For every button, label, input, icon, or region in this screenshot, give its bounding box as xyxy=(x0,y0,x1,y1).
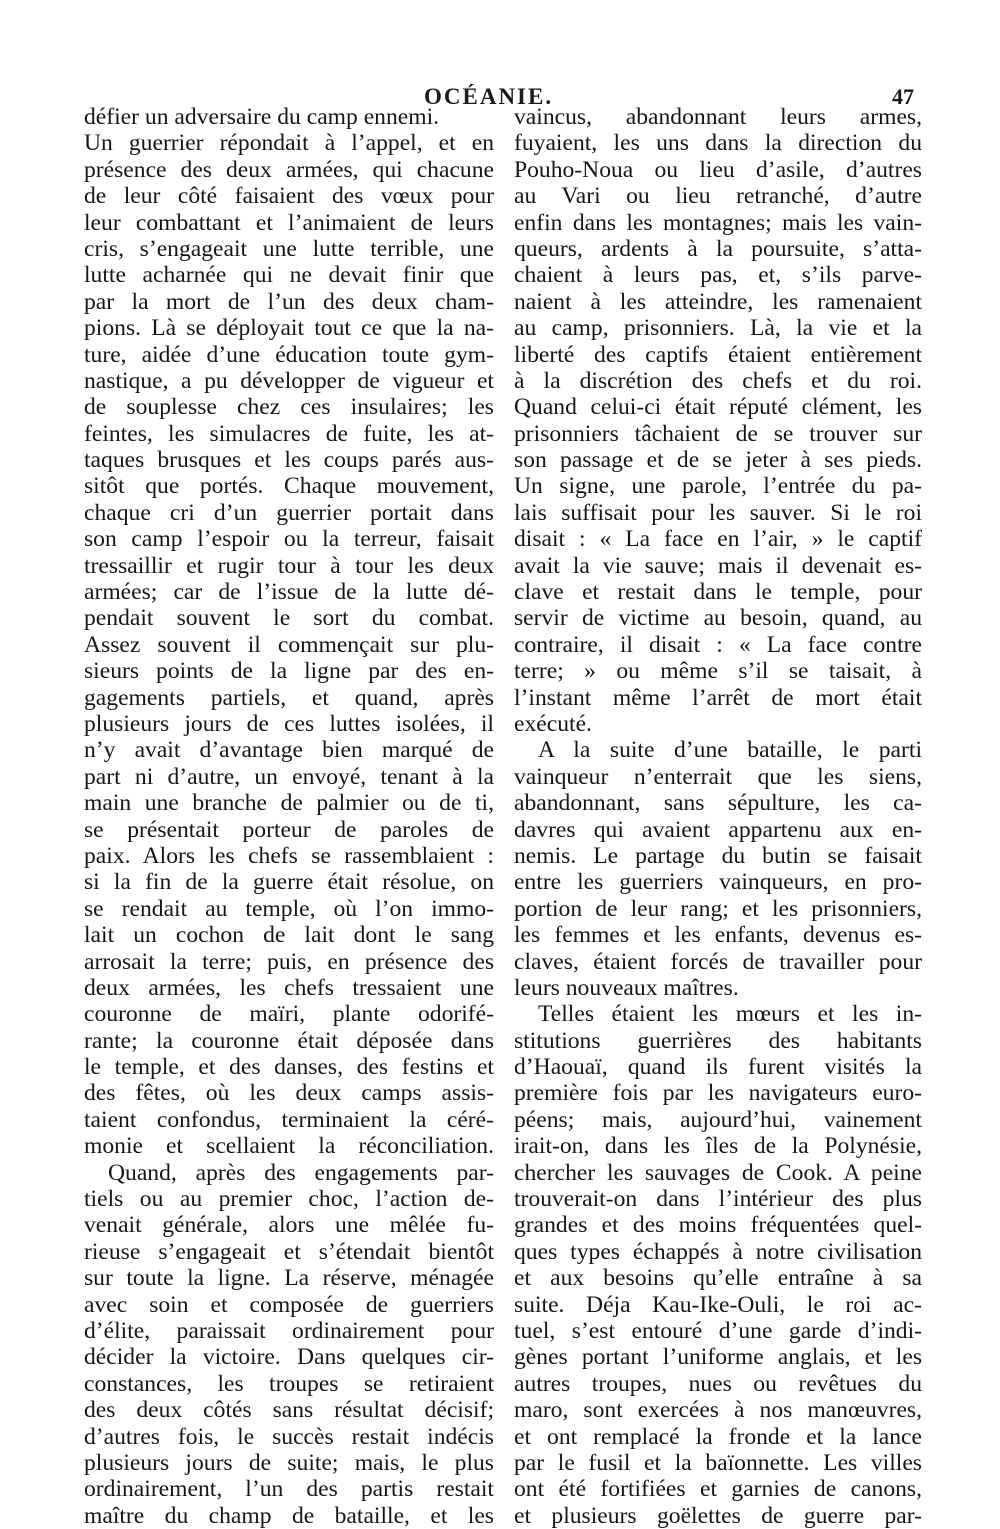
text-line: à la discrétion des chefs et du roi. xyxy=(514,367,922,394)
text-line: présence des deux armées, qui chacune xyxy=(84,156,494,183)
text-column-right xyxy=(514,104,922,1529)
text-line: grandes et des moins fréquentées quel- xyxy=(514,1212,922,1239)
text-line: son camp l’espoir ou la terreur, faisait xyxy=(84,526,494,553)
text-line: Quand, après des engagements par- xyxy=(108,1159,494,1186)
text-line: de souplesse chez ces insulaires; les xyxy=(84,394,494,421)
text-line: armées; car de l’issue de la lutte dé- xyxy=(84,579,494,606)
text-line: ture, aidée d’une éducation toute gym- xyxy=(84,341,494,368)
text-line: au Vari ou lieu retranché, d’autre xyxy=(514,183,922,210)
text-line: venait générale, alors une mêlée fu- xyxy=(84,1212,494,1239)
text-line: Assez souvent il commençait sur plu- xyxy=(84,631,494,658)
text-line: autres troupes, nues ou revêtues du xyxy=(514,1370,922,1397)
text-line: entre les guerriers vainqueurs, en pro- xyxy=(514,869,922,896)
text-line: monie et scellaient la réconciliation. xyxy=(84,1133,494,1160)
text-line: nemis. Le partage du butin se faisait xyxy=(514,842,922,869)
text-line: arrosait la terre; puis, en présence des xyxy=(84,948,494,975)
text-line: constances, les troupes se retiraient xyxy=(84,1370,494,1397)
text-line: servir de victime au besoin, quand, au xyxy=(514,605,922,632)
text-line: A la suite d’une bataille, le parti xyxy=(538,737,922,764)
text-line: naient à les atteindre, les ramenaient xyxy=(514,288,922,315)
text-line: ordinairement, l’un des partis restait xyxy=(84,1476,494,1503)
text-line: avait la vie sauve; mais il devenait es- xyxy=(514,552,922,579)
text-line: terre; » ou même s’il se taisait, à xyxy=(514,658,922,685)
text-line: nastique, a pu développer de vigueur et xyxy=(84,367,494,394)
text-line: cris, s’engageait une lutte terrible, une xyxy=(84,235,494,262)
text-line: par le fusil et la baïonnette. Les villes xyxy=(514,1449,922,1476)
text-line: au camp, prisonniers. Là, la vie et la xyxy=(514,315,922,342)
text-line: couronne de maïri, plante odorifé- xyxy=(84,1001,494,1028)
text-line: Telles étaient les mœurs et les in- xyxy=(538,1001,922,1028)
text-line: péens; mais, aujourd’hui, vainement xyxy=(514,1106,922,1133)
text-line: leur combattant et l’animaient de leurs xyxy=(84,209,494,236)
text-line: Quand celui-ci était réputé clément, les xyxy=(514,394,922,421)
text-line: lutte acharnée qui ne devait finir que xyxy=(84,262,494,289)
text-line: lais suffisait pour les sauver. Si le roi xyxy=(514,499,922,526)
text-line: rante; la couronne était déposée dans xyxy=(84,1027,494,1054)
text-line: gènes portant l’uniforme anglais, et les xyxy=(514,1344,922,1371)
text-line: feintes, les simulacres de fuite, les at- xyxy=(84,420,494,447)
text-line: vaincus, abandonnant leurs armes, xyxy=(514,104,922,130)
text-line: d’élite, paraissait ordinairement pour xyxy=(84,1317,494,1344)
text-line: le temple, et des danses, des festins et xyxy=(84,1054,494,1081)
text-line: chaque cri d’un guerrier portait dans xyxy=(84,499,494,526)
text-line: l’instant même l’arrêt de mort était xyxy=(514,684,922,711)
text-line: suite. Déja Kau-Ike-Ouli, le roi ac- xyxy=(514,1291,922,1318)
text-line: contraire, il disait : « La face contre xyxy=(514,631,922,658)
text-line: enfin dans les montagnes; mais les vain- xyxy=(514,209,922,236)
text-line: chaient à leurs pas, et, s’ils parve- xyxy=(514,262,922,289)
text-line: tiels ou au premier choc, l’action de- xyxy=(84,1186,494,1213)
text-line: irait-on, dans les îles de la Polynésie, xyxy=(514,1133,922,1160)
text-line: lait un cochon de lait dont le sang xyxy=(84,922,494,949)
text-line: leurs nouveaux maîtres. xyxy=(514,974,739,1001)
text-line: disait : « La face en l’air, » le captif xyxy=(514,526,922,553)
text-column-left xyxy=(84,104,494,1529)
text-line: queurs, ardents à la poursuite, s’atta- xyxy=(514,235,922,262)
text-line: tressaillir et rugir tour à tour les deux xyxy=(84,552,494,579)
text-line: prisonniers tâchaient de se trouver sur xyxy=(514,420,922,447)
text-line: plusieurs jours de ces luttes isolées, il xyxy=(84,710,494,737)
text-line: si la fin de la guerre était résolue, on xyxy=(84,869,494,896)
text-line: vainqueur n’enterrait que les siens, xyxy=(514,763,922,790)
text-line: son passage et de se jeter à ses pieds. xyxy=(514,447,922,474)
text-line: part ni d’autre, un envoyé, tenant à la xyxy=(84,763,494,790)
text-line: gagements partiels, et quand, après xyxy=(84,684,494,711)
text-line: Un signe, une parole, l’entrée du pa- xyxy=(514,473,922,500)
text-line: taient confondus, terminaient la céré- xyxy=(84,1106,494,1133)
text-line: tuel, s’est entouré d’une garde d’indi- xyxy=(514,1317,922,1344)
text-line: et plusieurs goëlettes de guerre par- xyxy=(514,1502,922,1529)
text-line: avec soin et composée de guerriers xyxy=(84,1291,494,1318)
text-line: par la mort de l’un des deux cham- xyxy=(84,288,494,315)
text-line: deux armées, les chefs tressaient une xyxy=(84,974,494,1001)
text-line: ques types échappés à notre civilisation xyxy=(514,1238,922,1265)
text-line: main une branche de palmier ou de ti, xyxy=(84,790,494,817)
text-line: défier un adversaire du camp ennemi. xyxy=(84,104,440,130)
text-line: décider la victoire. Dans quelques cir- xyxy=(84,1344,494,1371)
text-line: trouverait-on dans l’intérieur des plus xyxy=(514,1186,922,1213)
text-line: de leur côté faisaient des vœux pour xyxy=(84,183,494,210)
text-line: sieurs points de la ligne par des en- xyxy=(84,658,494,685)
text-line: et ont remplacé la fronde et la lance xyxy=(514,1423,922,1450)
text-line: pendait souvent le sort du combat. xyxy=(84,605,494,632)
text-line: Un guerrier répondait à l’appel, et en xyxy=(84,130,494,157)
text-line: portion de leur rang; et les prisonniers, xyxy=(514,895,922,922)
text-line: taques brusques et les coups parés aus- xyxy=(84,447,494,474)
text-line: Pouho-Noua ou lieu d’asile, d’autres xyxy=(514,156,922,183)
text-line: claves, étaient forcés de travailler pour xyxy=(514,948,922,975)
text-line: maro, sont exercées à nos manœuvres, xyxy=(514,1397,922,1424)
text-line: davres qui avaient appartenu aux en- xyxy=(514,816,922,843)
text-line: se présentait porteur de paroles de xyxy=(84,816,494,843)
text-line: clave et restait dans le temple, pour xyxy=(514,579,922,606)
text-line: les femmes et les enfants, devenus es- xyxy=(514,922,922,949)
text-line: des deux côtés sans résultat décisif; xyxy=(84,1397,494,1424)
text-line: liberté des captifs étaient entièrement xyxy=(514,341,922,368)
text-line: première fois par les navigateurs euro- xyxy=(514,1080,922,1107)
text-line: maître du champ de bataille, et les xyxy=(84,1502,494,1529)
page-number: 47 xyxy=(892,84,914,109)
text-line: rieuse s’engageait et s’étendait bientôt xyxy=(84,1238,494,1265)
running-title: OCÉANIE. xyxy=(424,84,554,109)
text-line: plusieurs jours de suite; mais, le plus xyxy=(84,1449,494,1476)
text-line: fuyaient, les uns dans la direction du xyxy=(514,130,922,157)
text-line: abandonnant, sans sépulture, les ca- xyxy=(514,790,922,817)
text-line: et aux besoins qu’elle entraîne à sa xyxy=(514,1265,922,1292)
text-line: sur toute la ligne. La réserve, ménagée xyxy=(84,1265,494,1292)
text-line: des fêtes, où les deux camps assis- xyxy=(84,1080,494,1107)
text-line: pions. Là se déployait tout ce que la na- xyxy=(84,315,494,342)
text-line: chercher les sauvages de Cook. A peine xyxy=(514,1159,922,1186)
text-line: d’autres fois, le succès restait indécis xyxy=(84,1423,494,1450)
text-line: sitôt que portés. Chaque mouvement, xyxy=(84,473,494,500)
text-line: n’y avait d’avantage bien marqué de xyxy=(84,737,494,764)
text-line: d’Haouaï, quand ils furent visités la xyxy=(514,1054,922,1081)
text-line: ont été fortifiées et garnies de canons, xyxy=(514,1476,922,1503)
text-line: se rendait au temple, où l’on immo- xyxy=(84,895,494,922)
text-line: exécuté. xyxy=(514,710,592,737)
text-line: stitutions guerrières des habitants xyxy=(514,1027,922,1054)
text-line: paix. Alors les chefs se rassemblaient : xyxy=(84,842,494,869)
